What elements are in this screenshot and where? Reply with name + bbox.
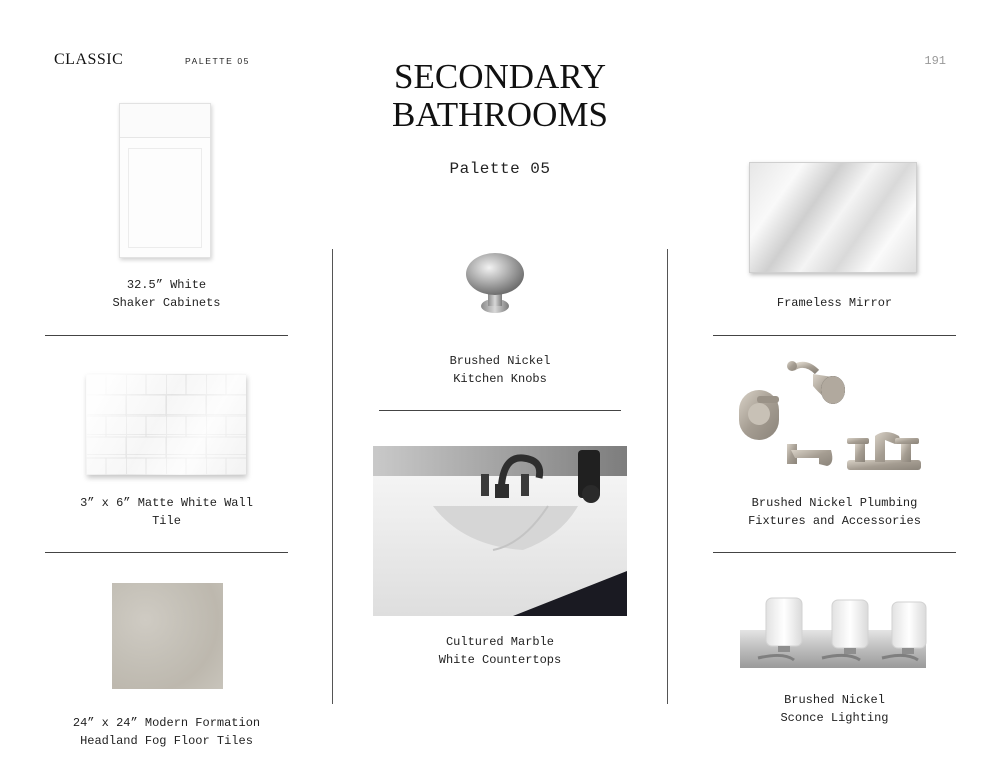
plumbing-caption: Brushed Nickel Plumbing Fixtures and Accessories bbox=[748, 496, 921, 528]
page-title-line-1: SECONDARY bbox=[394, 57, 606, 96]
knob-swatch-image bbox=[455, 248, 535, 320]
knobs-caption: Brushed Nickel Kitchen Knobs bbox=[449, 354, 551, 386]
countertops-caption: Cultured Marble White Countertops bbox=[438, 635, 562, 667]
floor-tile-caption: 24” x 24” Modern Formation Headland Fog Floor Tiles bbox=[72, 716, 261, 748]
floor-tile-swatch-image bbox=[112, 583, 223, 689]
row-divider bbox=[713, 335, 956, 336]
sconce-lighting-swatch-image bbox=[738, 594, 928, 672]
wall-tile-swatch-image bbox=[86, 374, 246, 475]
page-number: 191 bbox=[924, 54, 946, 68]
row-divider bbox=[713, 552, 956, 553]
column-divider-right bbox=[667, 249, 668, 704]
brand-name: CLASSIC bbox=[54, 51, 124, 68]
lighting-caption: Brushed Nickel Sconce Lighting bbox=[780, 693, 889, 725]
row-divider bbox=[45, 335, 288, 336]
page-title bbox=[300, 58, 700, 134]
countertop-swatch-image bbox=[373, 446, 627, 616]
row-divider bbox=[45, 552, 288, 553]
row-divider bbox=[379, 410, 621, 411]
cabinets-caption: 32.5” White Shaker Cabinets bbox=[112, 278, 221, 310]
mirror-swatch-image bbox=[749, 162, 917, 273]
wall-tile-caption: 3” x 6” Matte White Wall Tile bbox=[80, 496, 253, 528]
plumbing-fixtures-swatch-image bbox=[735, 352, 925, 480]
column-divider-left bbox=[332, 249, 333, 704]
palette-tag: PALETTE 05 bbox=[185, 56, 250, 66]
page-subtitle: Palette 05 bbox=[449, 160, 551, 178]
page-title-line-2: BATHROOMS bbox=[392, 95, 608, 134]
cabinet-swatch-image bbox=[119, 103, 211, 258]
mirror-caption: Frameless Mirror bbox=[776, 296, 893, 310]
